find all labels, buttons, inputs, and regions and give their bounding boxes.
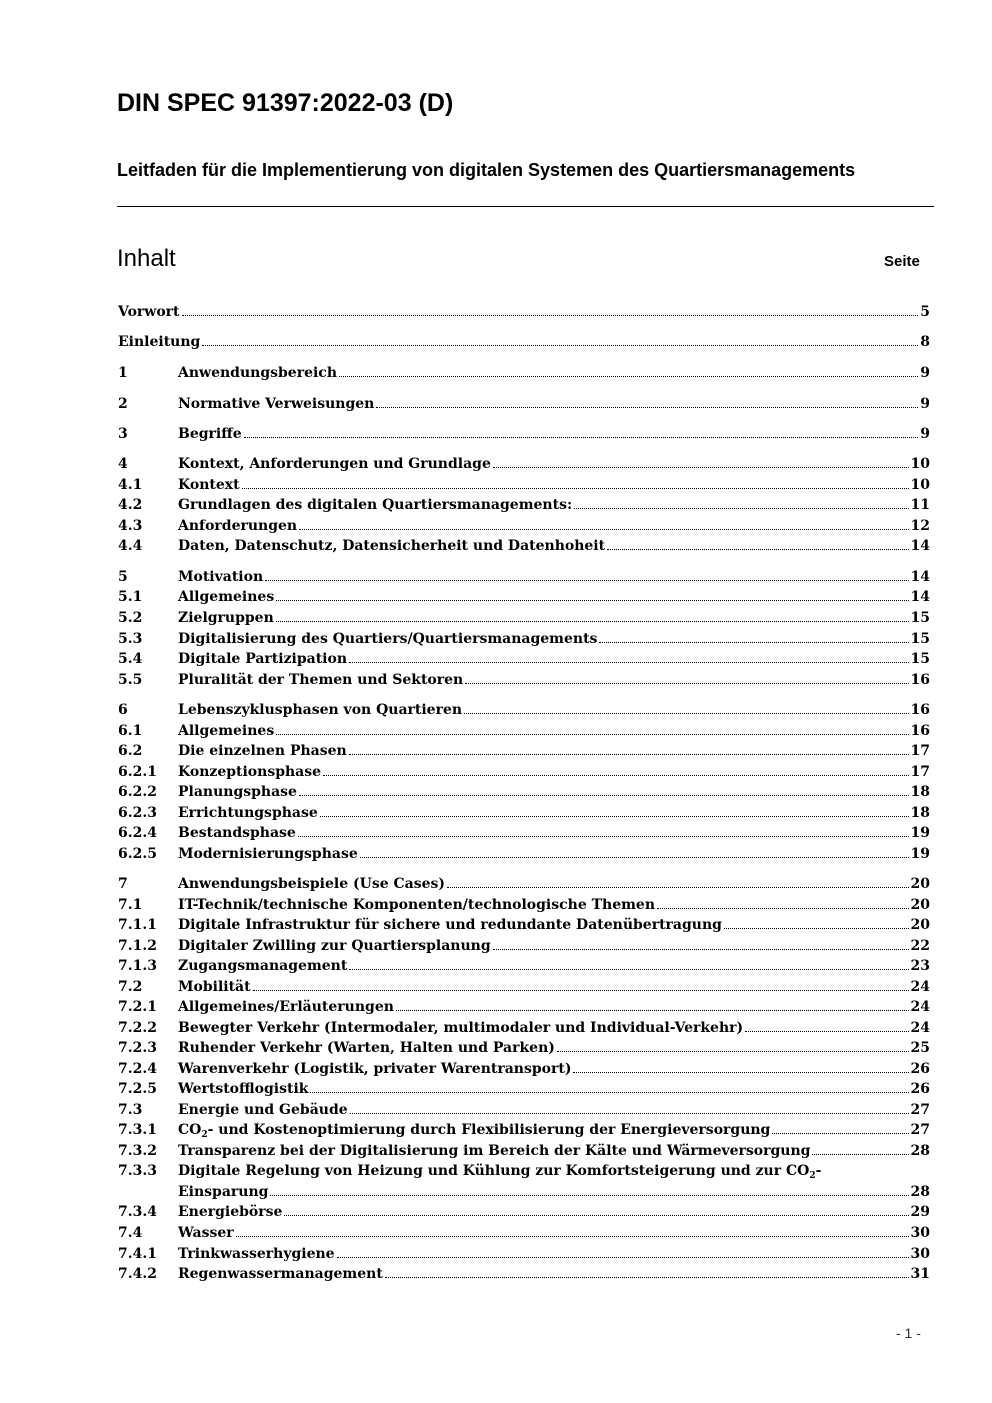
toc-leader-dots (493, 949, 909, 950)
toc-entry-label-rest: - und Kostenoptimierung durch Flexibilisierung der Energieversorgung (207, 1122, 771, 1138)
toc-entry-label: Motivation (178, 569, 264, 585)
toc-entry-page: 20 (910, 897, 930, 913)
toc-entry-6-2-2[interactable] (118, 783, 930, 801)
toc-entry-number: 6.2.3 (118, 805, 157, 821)
toc-leader-dots (385, 1277, 909, 1278)
toc-entry-4-4[interactable] (118, 537, 930, 555)
toc-entry-page: 28 (910, 1143, 930, 1159)
toc-entry-7-1-3[interactable] (118, 957, 930, 975)
toc-entry-number: 6.1 (118, 723, 143, 739)
toc-entry-2[interactable] (118, 395, 930, 413)
toc-leader-dots (253, 990, 909, 991)
toc-entry-label: Energie und Gebäude (178, 1102, 348, 1118)
toc-entry-4-1[interactable] (118, 476, 930, 494)
toc-entry-number: 5.2 (118, 610, 143, 626)
toc-entry-4-2[interactable] (118, 496, 930, 514)
toc-entry-number: 7.2.5 (118, 1081, 157, 1097)
toc-entry-label: Warenverkehr (Logistik, privater Warentransport) (178, 1061, 572, 1077)
toc-entry-6-2-1[interactable] (118, 763, 930, 781)
toc-entry-number: 7.4.2 (118, 1266, 157, 1282)
toc-leader-dots (320, 816, 909, 817)
toc-entry-label: Mobilität (178, 979, 251, 995)
toc-entry-number: 2 (118, 396, 128, 412)
toc-heading: Inhalt (117, 245, 176, 272)
toc-entry-7-1[interactable] (118, 896, 930, 914)
toc-entry-page: 26 (910, 1061, 930, 1077)
toc-leader-dots (323, 775, 908, 776)
toc-page-column-label: Seite (884, 253, 920, 270)
toc-entry-label: Zielgruppen (178, 610, 274, 626)
toc-entry-label: Allgemeines (178, 589, 275, 605)
toc-entry-label-co: CO (178, 1122, 202, 1138)
toc-leader-dots (464, 713, 908, 714)
toc-entry-5-2[interactable] (118, 609, 930, 627)
toc-entry-7-1-1[interactable] (118, 916, 930, 934)
toc-leader-dots (557, 1051, 909, 1052)
toc-entry-page: 17 (910, 764, 930, 780)
toc-entry-label (178, 1121, 770, 1144)
toc-entry-page: 8 (920, 334, 930, 350)
toc-entry-page: 10 (910, 477, 930, 493)
toc-entry-7-2[interactable] (118, 978, 930, 996)
toc-entry-label: Ruhender Verkehr (Warten, Halten und Parken) (178, 1040, 555, 1056)
toc-leader-dots (745, 1031, 908, 1032)
toc-entry-number: 4.4 (118, 538, 143, 554)
toc-entry-label-subscript: 2 (201, 1130, 208, 1140)
toc-entry-einleitung[interactable] (118, 333, 930, 351)
toc-entry-page: 14 (910, 569, 930, 585)
toc-entry-1[interactable] (118, 364, 930, 382)
toc-leader-dots (657, 908, 909, 909)
toc-leader-dots (599, 642, 908, 643)
toc-leader-dots (607, 549, 908, 550)
toc-leader-dots (236, 1236, 909, 1237)
toc-entry-page: 24 (910, 1020, 930, 1036)
toc-entry-number: 4.2 (118, 497, 143, 513)
toc-entry-label: Die einzelnen Phasen (178, 743, 347, 759)
toc-entry-label: Anwendungsbeispiele (Use Cases) (178, 876, 446, 892)
toc-entry-page: 12 (910, 518, 930, 534)
toc-entry-7-3-1[interactable] (118, 1121, 930, 1144)
toc-entry-label: Lebenszyklusphasen von Quartieren (178, 702, 463, 718)
toc-entry-label: Modernisierungsphase (178, 846, 358, 862)
toc-entry-number: 4 (118, 456, 128, 472)
toc-entry-label: Transparenz bei der Digitalisierung im Bereich der Kälte und Wärmeversorgung (178, 1143, 811, 1159)
toc-entry-label: Errichtungsphase (178, 805, 318, 821)
toc-entry-number: 6.2.5 (118, 846, 157, 862)
toc-entry-4-3[interactable] (118, 517, 930, 535)
toc-entry-7-3[interactable] (118, 1101, 930, 1119)
toc-entry-label: Planungsphase (178, 784, 297, 800)
toc-entry-label-line2: Einsparung (178, 1184, 269, 1200)
toc-entry-label: Digitaler Zwilling zur Quartiersplanung (178, 938, 491, 954)
toc-entry-number: 7.3 (118, 1102, 143, 1118)
toc-leader-dots (812, 1154, 908, 1155)
toc-entry-label: Digitale Infrastruktur für sichere und redundante Datenübertragung (178, 917, 722, 933)
toc-entry-label: Bestandsphase (178, 825, 296, 841)
document-title: DIN SPEC 91397:2022-03 (D) (117, 89, 454, 117)
toc-entry-number: 5.5 (118, 672, 143, 688)
toc-leader-dots (276, 734, 908, 735)
toc-entry-label: Bewegter Verkehr (Intermodaler, multimodaler und Individual-Verkehr) (178, 1020, 744, 1036)
toc-entry-label: Kontext, Anforderungen und Grundlage (178, 456, 491, 472)
toc-leader-dots (772, 1133, 908, 1134)
toc-entry-page: 14 (910, 538, 930, 554)
toc-entry-page: 30 (910, 1246, 930, 1262)
toc-entry-number: 7.4 (118, 1225, 143, 1241)
toc-entry-label: Trinkwasserhygiene (178, 1246, 335, 1262)
toc-leader-dots (182, 315, 919, 316)
toc-entry-6-2[interactable] (118, 742, 930, 760)
toc-leader-dots (376, 407, 918, 408)
toc-entry-number: 7.3.3 (118, 1163, 157, 1179)
toc-leader-dots (299, 529, 908, 530)
page-number: - 1 - (896, 1325, 921, 1341)
toc-entry-page: 10 (910, 456, 930, 472)
toc-entry-6-2-5[interactable] (118, 845, 930, 863)
toc-entry-label-line1-hyphen: - (815, 1163, 822, 1179)
toc-entry-number: 5.3 (118, 631, 143, 647)
toc-entry-7-2-5[interactable] (118, 1080, 930, 1098)
toc-entry-label: Allgemeines (178, 723, 275, 739)
toc-entry-label: IT-Technik/technische Komponenten/technologische Themen (178, 897, 656, 913)
toc-entry-label: Anforderungen (178, 518, 298, 534)
toc-entry-page: 16 (910, 702, 930, 718)
toc-entry-number: 7.3.4 (118, 1204, 157, 1220)
toc-entry-7-3-4[interactable] (118, 1203, 930, 1221)
toc-entry-page: 16 (910, 723, 930, 739)
toc-entry-7[interactable] (118, 875, 930, 893)
toc-leader-dots (265, 580, 908, 581)
toc-leader-dots (724, 928, 909, 929)
toc-entry-6-1[interactable] (118, 722, 930, 740)
toc-entry-page: 17 (910, 743, 930, 759)
toc-entry-number: 6.2.1 (118, 764, 157, 780)
toc-leader-dots (310, 1092, 908, 1093)
toc-entry-number: 7.2.1 (118, 999, 157, 1015)
toc-entry-number: 7.1 (118, 897, 143, 913)
toc-entry-page: 15 (910, 610, 930, 626)
toc-entry-7-3-3-line2[interactable] (118, 1183, 930, 1201)
toc-entry-number: 7.1.3 (118, 958, 157, 974)
toc-entry-page: 11 (910, 497, 930, 513)
toc-entry-label: Konzeptionsphase (178, 764, 322, 780)
toc-entry-number: 4.3 (118, 518, 143, 534)
toc-entry-number: 7.3.1 (118, 1122, 157, 1138)
toc-entry-number: 6 (118, 702, 128, 718)
toc-entry-page: 29 (910, 1204, 930, 1220)
toc-entry-vorwort[interactable] (118, 303, 930, 321)
toc-leader-dots (573, 1072, 908, 1073)
toc-entry-7-2-4[interactable] (118, 1060, 930, 1078)
toc-entry-4[interactable] (118, 455, 930, 473)
toc-leader-dots (299, 795, 909, 796)
toc-entry-7-4-2[interactable] (118, 1265, 930, 1283)
toc-entry-page: 15 (910, 631, 930, 647)
toc-entry-label: Wertstofflogistik (178, 1081, 309, 1097)
toc-entry-7-3-3-line1[interactable] (118, 1162, 821, 1185)
toc-entry-7-1-2[interactable] (118, 937, 930, 955)
toc-entry-number: 7.2.4 (118, 1061, 157, 1077)
toc-entry-page: 14 (910, 589, 930, 605)
toc-leader-dots (337, 1257, 909, 1258)
toc-entry-number: 7.4.1 (118, 1246, 157, 1262)
toc-entry-number: 1 (118, 365, 128, 381)
toc-entry-page: 15 (910, 651, 930, 667)
toc-entry-number: 3 (118, 426, 128, 442)
toc-leader-dots (276, 621, 909, 622)
toc-leader-dots (270, 1195, 908, 1196)
toc-entry-number: 7.3.2 (118, 1143, 157, 1159)
toc-entry-page: 27 (910, 1102, 930, 1118)
toc-entry-7-2-2[interactable] (118, 1019, 930, 1037)
toc-entry-page: 20 (910, 917, 930, 933)
toc-entry-page: 30 (910, 1225, 930, 1241)
toc-leader-dots (349, 969, 908, 970)
toc-entry-number: 6.2.4 (118, 825, 157, 841)
toc-entry-5-5[interactable] (118, 671, 930, 689)
toc-entry-5-1[interactable] (118, 588, 930, 606)
title-divider (117, 206, 934, 207)
toc-leader-dots (242, 488, 909, 489)
toc-leader-dots (350, 1113, 909, 1114)
toc-entry-label: Anwendungsbereich (178, 365, 337, 381)
toc-entry-number: 7.1.1 (118, 917, 157, 933)
toc-leader-dots (574, 508, 908, 509)
toc-leader-dots (493, 467, 909, 468)
toc-entry-number: 7.1.2 (118, 938, 157, 954)
toc-entry-6-2-3[interactable] (118, 804, 930, 822)
toc-leader-dots (284, 1215, 908, 1216)
toc-entry-label: Vorwort (118, 304, 180, 320)
toc-entry-label: Grundlagen des digitalen Quartiersmanagements: (178, 497, 573, 513)
toc-entry-page: 9 (920, 365, 930, 381)
toc-leader-dots (244, 437, 919, 438)
toc-entry-label-line1-text: Digitale Regelung von Heizung und Kühlung zur Komfortsteigerung und zur CO (178, 1163, 810, 1179)
toc-entry-7-4[interactable] (118, 1224, 930, 1242)
toc-entry-number: 6.2.2 (118, 784, 157, 800)
toc-leader-dots (360, 857, 909, 858)
toc-entry-5-3[interactable] (118, 630, 930, 648)
toc-leader-dots (298, 836, 909, 837)
toc-entry-label: Wasser (178, 1225, 234, 1241)
toc-entry-page: 26 (910, 1081, 930, 1097)
toc-entry-page: 9 (920, 396, 930, 412)
toc-leader-dots (276, 600, 908, 601)
toc-entry-page: 18 (910, 784, 930, 800)
toc-entry-label: Kontext (178, 477, 240, 493)
toc-entry-number: 7 (118, 876, 128, 892)
toc-entry-page: 19 (910, 846, 930, 862)
toc-entry-number: 5.1 (118, 589, 143, 605)
toc-entry-number: 7.2.3 (118, 1040, 157, 1056)
toc-entry-number: 6.2 (118, 743, 143, 759)
toc-entry-page: 24 (910, 979, 930, 995)
toc-leader-dots (202, 345, 918, 346)
toc-entry-page: 22 (910, 938, 930, 954)
toc-entry-3[interactable] (118, 425, 930, 443)
toc-entry-page: 9 (920, 426, 930, 442)
toc-entry-number: 7.2 (118, 979, 143, 995)
toc-entry-label-line1 (178, 1163, 821, 1179)
toc-entry-label: Energiebörse (178, 1204, 283, 1220)
toc-entry-label: Pluralität der Themen und Sektoren (178, 672, 464, 688)
toc-entry-page: 25 (910, 1040, 930, 1056)
toc-entry-label: Normative Verweisungen (178, 396, 375, 412)
toc-entry-page: 20 (910, 876, 930, 892)
document-subtitle: Leitfaden für die Implementierung von digitalen Systemen des Quartiersmanagements (117, 160, 856, 180)
toc-entry-number: 5.4 (118, 651, 143, 667)
toc-entry-label: Digitalisierung des Quartiers/Quartiersmanagements (178, 631, 598, 647)
toc-entry-6[interactable] (118, 701, 930, 719)
toc-entry-7-2-1[interactable] (118, 998, 930, 1016)
toc-entry-7-2-3[interactable] (118, 1039, 930, 1057)
toc-entry-label: Zugangsmanagement (178, 958, 348, 974)
toc-leader-dots (465, 683, 908, 684)
toc-entry-page: 24 (910, 999, 930, 1015)
toc-entry-5[interactable] (118, 568, 930, 586)
toc-entry-page: 18 (910, 805, 930, 821)
toc-entry-7-3-2[interactable] (118, 1142, 930, 1160)
toc-entry-page: 19 (910, 825, 930, 841)
toc-leader-dots (339, 376, 918, 377)
toc-entry-7-4-1[interactable] (118, 1245, 930, 1263)
toc-entry-label: Allgemeines/Erläuterungen (178, 999, 394, 1015)
toc-entry-6-2-4[interactable] (118, 824, 930, 842)
toc-entry-number: 7.2.2 (118, 1020, 157, 1036)
toc-entry-number: 4.1 (118, 477, 143, 493)
toc-leader-dots (447, 887, 909, 888)
toc-entry-5-4[interactable] (118, 650, 930, 668)
toc-leader-dots (349, 662, 908, 663)
toc-entry-page: 5 (920, 304, 930, 320)
toc-entry-label: Daten, Datenschutz, Datensicherheit und Datenhoheit (178, 538, 606, 554)
toc-entry-page: 23 (910, 958, 930, 974)
toc-entry-label: Einleitung (118, 334, 201, 350)
toc-entry-page: 16 (910, 672, 930, 688)
toc-entry-page: 28 (910, 1184, 930, 1200)
toc-entry-label-subscript: 2 (809, 1171, 816, 1181)
toc-entry-label: Regenwassermanagement (178, 1266, 383, 1282)
toc-leader-dots (349, 754, 909, 755)
toc-entry-page: 31 (910, 1266, 930, 1282)
toc-entry-page: 27 (910, 1122, 930, 1138)
toc-entry-label: Digitale Partizipation (178, 651, 348, 667)
toc-entry-number: 5 (118, 569, 128, 585)
toc-entry-label: Begriffe (178, 426, 242, 442)
toc-leader-dots (396, 1010, 909, 1011)
